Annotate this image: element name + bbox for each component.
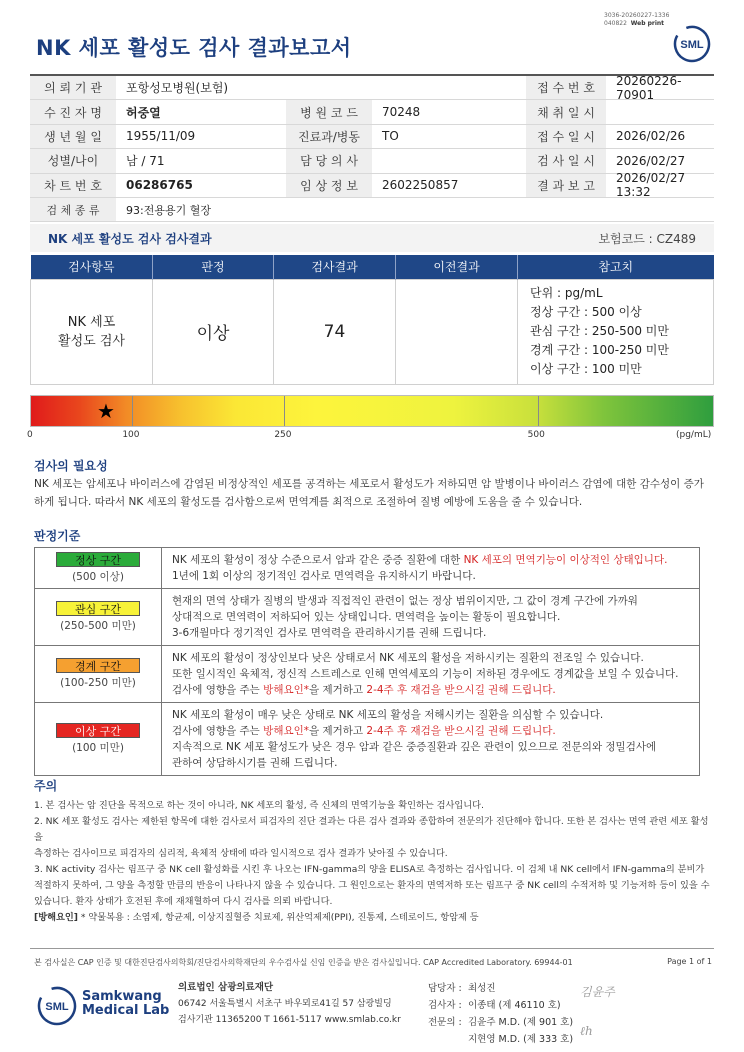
plain-text: 1년에 1회 이상의 정기적인 검사로 면역력을 유지하시기 바랍니다. [172, 570, 476, 582]
gauge-tick [538, 396, 539, 426]
table-row [31, 279, 714, 384]
samkwang-logo-icon [36, 985, 78, 1027]
description-line [172, 593, 689, 609]
result-gauge-bar [30, 395, 714, 427]
description-line [172, 739, 689, 755]
info-row [30, 73, 714, 102]
info-value [372, 149, 526, 172]
description-line [172, 568, 689, 584]
info-value: TO [382, 129, 399, 144]
description-line [172, 755, 689, 771]
criteria-range-cell [35, 548, 162, 589]
staff-name: 김윤주 M.D. (제 901 호) [468, 1017, 574, 1028]
info-label: 차 트 번 호 [30, 174, 116, 197]
note-item: 적절하지 못하여, 그 양을 측정할 만큼의 반응이 나타나지 않을 수 있습니다. 그 원인으로는 환자의 면역저하 또는 림프구 중 NK cell의 수적저하 및 기능저하 등이 있을 수 [34, 880, 710, 891]
criteria-description [162, 589, 700, 646]
report-title: NK 세포 활성도 검사 결과보고서 [36, 36, 352, 60]
info-label: 접 수 번 호 [526, 76, 606, 99]
description-line [172, 625, 689, 641]
note-item: 2. NK 세포 활성도 검사는 제한된 항목에 대한 검사로서 피검자의 진단 결과는 다른 검사 결과와 종합하여 전문의가 진단해야 합니다. 또한 본 검사는 면역 관련 세포 활성을 [34, 816, 709, 843]
criteria-row [35, 703, 700, 776]
info-value [372, 76, 526, 99]
gauge-tick-label: 250 [274, 430, 292, 440]
insurance-code: 보험코드 : CZ489 [598, 231, 696, 246]
criteria-description [162, 646, 700, 703]
specimen-row [30, 198, 714, 222]
highlight-text: 2-4주 후 재검을 받으시길 권해 드립니다. [366, 725, 556, 737]
brand-name: Samkwang Medical Lab [82, 989, 170, 1018]
plain-text: 을 제거하고 [309, 684, 367, 696]
info-label: 임 상 정 보 [286, 174, 372, 197]
patient-info-table [30, 74, 714, 222]
plain-text: 상대적으로 면역력이 저하되어 있는 상태입니다. 면역력을 높이는 활동이 필요합니다. [172, 611, 561, 623]
description-line [172, 666, 689, 682]
info-label: 접 수 일 시 [526, 125, 606, 148]
gauge-tick-label: 100 [122, 430, 140, 440]
staff-name: 지현영 M.D. (제 333 호) [468, 1034, 574, 1045]
range-badge: 관심 구간 [56, 601, 140, 616]
info-label: 담 당 의 사 [286, 149, 372, 172]
plain-text: 현재의 면역 상태가 질병의 발생과 직접적인 관련이 없는 정상 범위이지만, 그 값이 경계 구간에 가까워 [172, 595, 638, 607]
signature-image: ℓh [580, 1024, 593, 1038]
organization-info: 의료법인 삼광의료재단 06742 서울특별시 서초구 바우뫼로41길 57 삼광빌딩 검사기관 11365200 T 1661-5117 www.smlab.co.kr [178, 982, 401, 1025]
info-value: 1955/11/09 [126, 129, 196, 144]
info-value: 남 / 71 [126, 154, 165, 169]
staff-role: 담당자 : [428, 983, 462, 994]
plain-text: 검사에 영향을 주는 [172, 684, 264, 696]
info-value: 허중열 [126, 105, 161, 120]
gauge-tick [284, 396, 285, 426]
range-badge: 경계 구간 [56, 658, 140, 673]
test-name: NK 세포 활성도 검사 [31, 279, 153, 384]
gauge-unit: (pg/mL) [676, 430, 712, 440]
info-label [286, 76, 372, 99]
info-label: 의 뢰 기 관 [30, 76, 116, 99]
plain-text: 검사에 영향을 주는 [172, 725, 264, 737]
plain-text: NK 세포의 활성이 정상인보다 낮은 상태로서 NK 세포의 활성을 저하시키는 질환의 전조일 수 있습니다. [172, 652, 644, 664]
plain-text: 3-6개월마다 정기적인 검사로 면역력을 관리하시기를 권해 드립니다. [172, 627, 487, 639]
info-value: 포항성모병원(보험) [126, 81, 229, 96]
gauge-tick-label: 500 [527, 430, 545, 440]
description-line [172, 723, 689, 739]
certification-note: 본 검사실은 CAP 인증 및 대한진단검사의학회/진단검사의학재단의 우수검사실 신임 인증을 받은 검사실입니다. CAP Accredited Laboratory. 69944-01 [34, 958, 573, 967]
criteria-description [162, 548, 700, 589]
result-section-title: NK 세포 활성도 검사 검사결과 [48, 231, 212, 246]
gauge-tick-label: 0 [27, 430, 33, 440]
document-code: 3036-20260227-1336 040822 Web print [604, 12, 670, 27]
info-row [30, 100, 714, 124]
highlight-text: 2-4주 후 재검을 받으시길 권해 드립니다. [366, 684, 556, 696]
col-test-item: 검사항목 [31, 255, 153, 279]
previous-result [396, 279, 518, 384]
criteria-description [162, 703, 700, 776]
info-label: 검 체 종 류 [30, 198, 116, 221]
reference-range: 단위 : pg/mL 정상 구간 : 500 이상 관심 구간 : 250-500 미만 경계 구간 : 100-250 미만 이상 구간 : 100 미만 [518, 279, 714, 384]
svg-text:SML: SML [45, 1001, 69, 1013]
info-value: 70248 [382, 105, 421, 120]
info-value: 93:전용용기 혈장 [126, 203, 211, 217]
info-row [30, 125, 714, 149]
info-value: 2026/02/27 13:32 [616, 171, 686, 200]
col-reference: 참고치 [518, 255, 714, 279]
result-table [30, 255, 714, 385]
criteria-heading: 판정기준 [34, 529, 81, 543]
col-previous: 이전결과 [396, 255, 518, 279]
range-badge: 이상 구간 [56, 723, 140, 738]
info-label: 생 년 월 일 [30, 125, 116, 148]
description-line [172, 552, 689, 568]
info-label: 병 원 코 드 [286, 100, 372, 123]
col-judgement: 판정 [153, 255, 274, 279]
signature-image: 김윤주 [580, 985, 615, 999]
info-value: 2602250857 [382, 178, 459, 193]
judgement-value: 이상 [153, 279, 274, 384]
plain-text: NK 세포의 활성이 정상 수준으로서 암과 같은 중증 질환에 대한 [172, 554, 464, 566]
staff-signatures [428, 980, 573, 1048]
range-text: (100-250 미만) [60, 676, 136, 689]
highlight-text: NK 세포의 면역기능이 이상적인 상태입니다. [463, 554, 668, 566]
staff-name: 이종태 (제 46110 호) [468, 1000, 561, 1011]
staff-name: 최성진 [468, 983, 496, 994]
highlight-text: 방해요인* [263, 725, 309, 737]
info-row [30, 149, 714, 173]
svg-text:SML: SML [680, 39, 704, 51]
info-value: 06286765 [126, 178, 193, 193]
staff-entry [428, 1014, 573, 1031]
result-section-header [30, 224, 714, 252]
gauge-tick [132, 396, 133, 426]
plain-text: 지속적으로 NK 세포 활성도가 낮은 경우 암과 같은 중증질환과 깊은 관련이 있으므로 전문의와 정밀검사에 [172, 741, 657, 753]
description-line [172, 650, 689, 666]
range-badge: 정상 구간 [56, 552, 140, 567]
info-label: 성별/나이 [30, 149, 116, 172]
info-label: 수 진 자 명 [30, 100, 116, 123]
note-item: 3. NK activity 검사는 림프구 중 NK cell 활성화를 시킨 후 나오는 IFN-gamma의 양을 ELISA로 측정하는 검사입니다. 이 검체 내 NK cell에서 IFN-gamma의 분비가 [34, 864, 705, 875]
criteria-table [34, 547, 700, 776]
plain-text: NK 세포의 활성이 매우 낮은 상태로 NK 세포의 활성을 저해시키는 질환을 의심할 수 있습니다. [172, 709, 604, 721]
info-value: 2026/02/27 [616, 153, 686, 168]
footer-divider [30, 948, 714, 949]
description-line [172, 682, 689, 698]
description-line [172, 707, 689, 723]
range-text: (250-500 미만) [60, 619, 136, 632]
staff-entry [428, 980, 573, 997]
staff-entry [428, 997, 573, 1014]
info-label: 채 취 일 시 [526, 100, 606, 123]
range-text: (500 이상) [72, 570, 124, 583]
criteria-range-cell [35, 703, 162, 776]
result-value: 74 [274, 279, 396, 384]
plain-text: 또한 일시적인 육체적, 정신적 스트레스로 인해 면역세포의 기능이 저하된 경우에도 경계값을 보일 수 있습니다. [172, 668, 679, 680]
criteria-range-cell [35, 589, 162, 646]
note-item: 있습니다. 환자 상태가 호전된 후에 재채혈하여 다시 검사를 의뢰 바랍니다. [34, 896, 333, 907]
staff-entry [428, 1031, 573, 1048]
description-line [172, 609, 689, 625]
necessity-text: NK 세포는 암세포나 바이러스에 감염된 비정상적인 세포를 공격하는 세포로서 활성도가 저하되면 암 발병이나 바이러스 감염에 대한 감수성이 증가하게 됩니다. 따라서 NK 세포의 활성도를 검사함으로써 면역계를 최적으로 조절하여 질병 예방에 도움을 줄 수 있습니다. [34, 478, 704, 508]
info-label: 검 사 일 시 [526, 149, 606, 172]
necessity-heading: 검사의 필요성 [34, 459, 108, 473]
result-marker-star-icon: ★ [96, 399, 115, 423]
notes-list [34, 798, 714, 926]
plain-text: 관하여 상담하시기를 권해 드립니다. [172, 757, 338, 769]
interfering-factors: [방해요인] * 약물복용 : 소염제, 항균제, 이상지질혈증 치료제, 위산억제제(PPI), 진통제, 스테로이드, 항암제 등 [34, 912, 479, 923]
info-label: 결 과 보 고 [526, 174, 606, 197]
col-result: 검사결과 [274, 255, 396, 279]
note-item: 1. 본 검사는 암 진단을 목적으로 하는 것이 아니라, NK 세포의 활성, 즉 신체의 면역기능을 확인하는 검사입니다. [34, 800, 484, 811]
note-item: 측정하는 검사이므로 피검자의 심리적, 육체적 상태에 따라 일시적으로 검사 결과가 낮아질 수 있습니다. [34, 848, 448, 859]
page-number: Page 1 of 1 [667, 957, 712, 966]
info-value: 2026/02/26 [616, 129, 686, 144]
criteria-row [35, 646, 700, 703]
staff-role: 검사자 : [428, 1000, 462, 1011]
criteria-range-cell [35, 646, 162, 703]
highlight-text: 방해요인* [263, 684, 309, 696]
plain-text: 을 제거하고 [309, 725, 367, 737]
criteria-row [35, 589, 700, 646]
criteria-row [35, 548, 700, 589]
range-text: (100 미만) [72, 741, 124, 754]
notes-heading: 주의 [34, 779, 58, 793]
info-value: 20260226-70901 [616, 73, 682, 102]
info-row [30, 171, 714, 200]
sml-logo-icon [672, 24, 712, 64]
info-label: 진료과/병동 [286, 125, 372, 148]
info-value [606, 100, 714, 123]
staff-role: 전문의 : [428, 1017, 462, 1028]
